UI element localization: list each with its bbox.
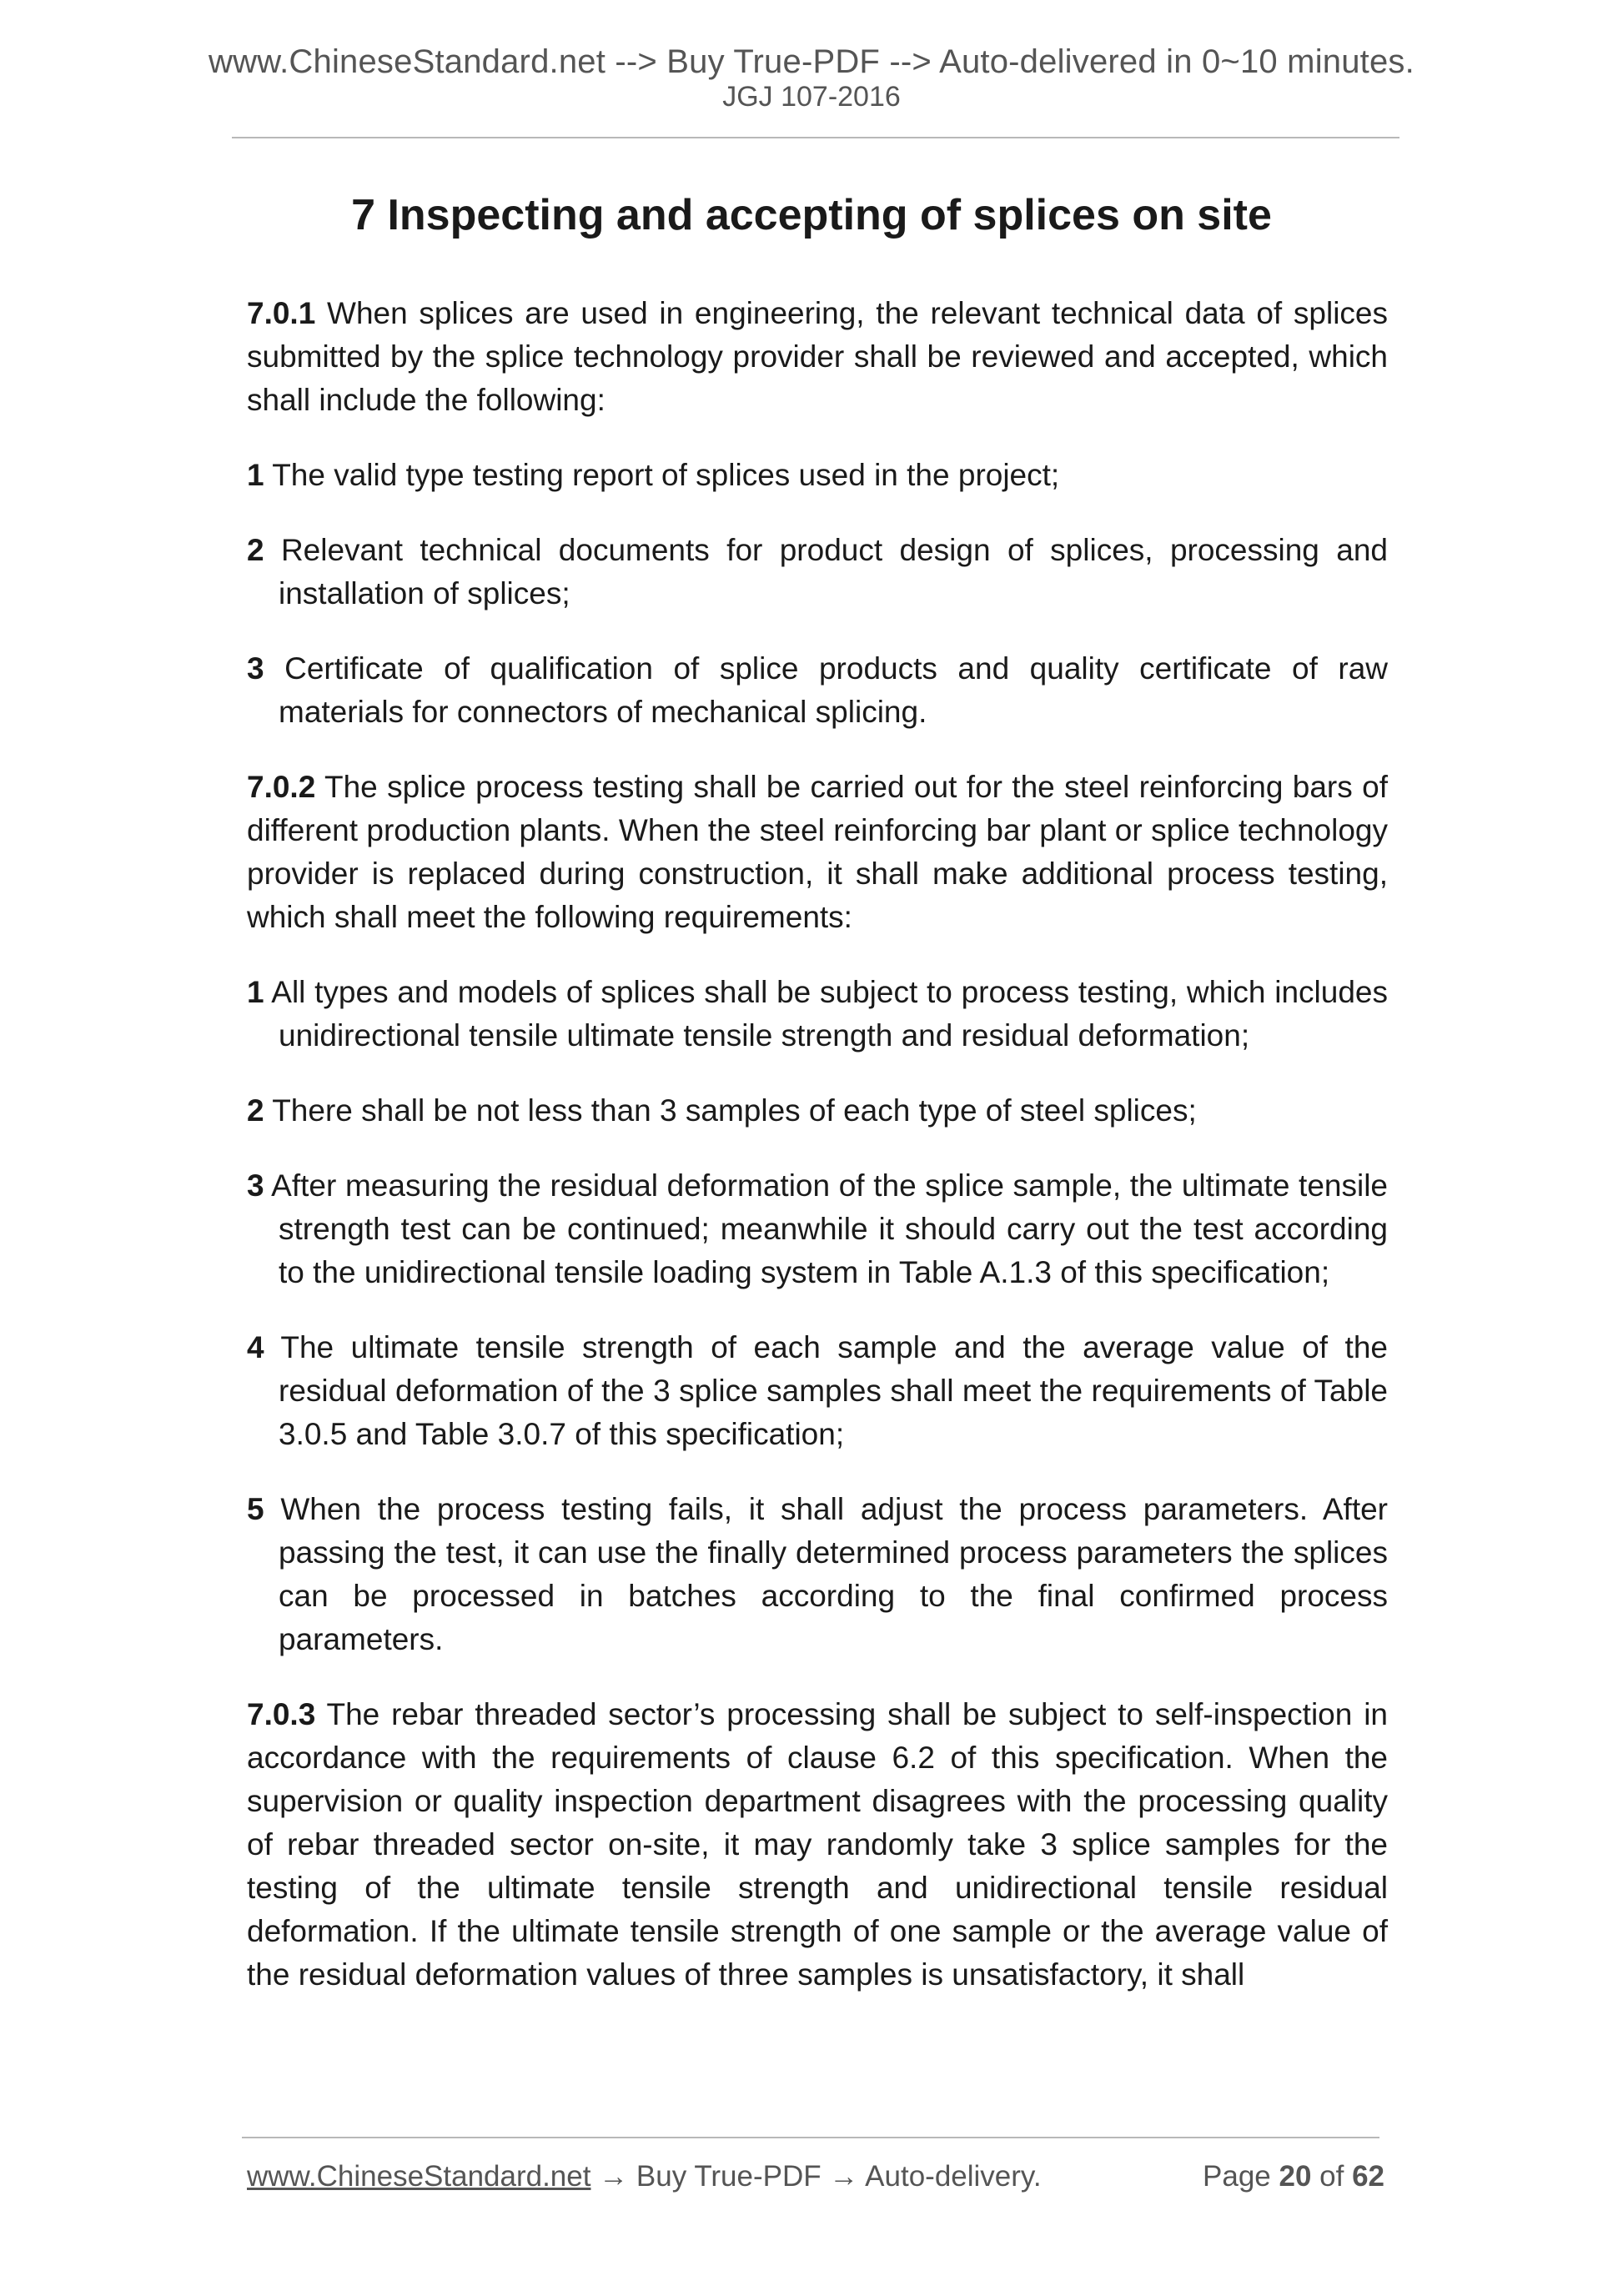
footer-website-link[interactable]: www.ChineseStandard.net <box>247 2160 591 2193</box>
item-number: 3 <box>247 1168 264 1203</box>
item-number: 4 <box>247 1330 264 1364</box>
item-number: 1 <box>247 458 264 492</box>
footer-tagline: → Buy True-PDF → Auto-delivery. <box>590 2160 1042 2193</box>
clause-7-0-2 <box>247 766 1388 939</box>
header-divider <box>232 137 1399 138</box>
list-item <box>247 1164 1388 1294</box>
top-banner: www.ChineseStandard.net --> Buy True-PDF --> Auto-delivered in 0~10 minutes. <box>209 43 1414 80</box>
list-item <box>247 971 1388 1058</box>
page-total: 62 <box>1352 2160 1384 2193</box>
item-number: 2 <box>247 533 264 567</box>
chapter-title: 7 Inspecting and accepting of splices on site <box>351 191 1272 239</box>
item-text: After measuring the residual deformation of the splice sample, the ultimate tensile strength test can be continued; meanwhile it should carry out the test according to the unidirectional tensile loading system in Table A.1.3 of this specification; <box>264 1168 1388 1289</box>
page-label: Page <box>1203 2160 1279 2193</box>
list-item <box>247 529 1388 615</box>
item-text: There shall be not less than 3 samples of each type of steel splices; <box>264 1093 1197 1128</box>
clause-number: 7.0.1 <box>247 296 316 330</box>
item-number: 3 <box>247 651 264 686</box>
list-item <box>247 1089 1388 1133</box>
page-indicator <box>1203 2158 1384 2195</box>
of-label: of <box>1311 2160 1353 2193</box>
item-text: All types and models of splices shall be subject to process testing, which includes unidirectional tensile ultimate tensile strength and residual deformation; <box>264 975 1388 1053</box>
item-number: 2 <box>247 1093 264 1128</box>
page-footer <box>247 2158 1384 2195</box>
document-code: JGJ 107-2016 <box>722 81 901 113</box>
clause-7-0-1 <box>247 292 1388 422</box>
item-text: The ultimate tensile strength of each sample and the average value of the residual deformation of the 3 splice samples shall meet the requirements of Table 3.0.5 and Table 3.0.7 of this specification; <box>264 1330 1388 1451</box>
clause-7-0-3 <box>247 1693 1388 1997</box>
clause-text: The splice process testing shall be carried out for the steel reinforcing bars of different production plants. When the steel reinforcing bar plant or splice technology provider is replaced during construction, it shall make additional process testing, which shall meet the following requirements: <box>247 770 1388 934</box>
item-number: 5 <box>247 1492 264 1526</box>
clause-text: The rebar threaded sector’s processing shall be subject to self-inspection in accordance with the requirements of clause 6.2 of this specification. When the supervision or quality inspection department disagrees with the processing quality of rebar threaded sector on-site, it may randomly take 3 splice samples for the testing of the ultimate tensile strength and unidirectional tensile residual deformation. If the ultimate tensile strength of one sample or the average value of the residual deformation values of three samples is unsatisfactory, it shall <box>247 1697 1388 1992</box>
list-item <box>247 454 1388 497</box>
clause-text: When splices are used in engineering, the relevant technical data of splices submitted by the splice technology provider shall be reviewed and accepted, which shall include the following: <box>247 296 1388 417</box>
item-text: When the process testing fails, it shall adjust the process parameters. After passing the test, it can use the finally determined process parameters the splices can be processed in batches according to the final confirmed process parameters. <box>264 1492 1388 1656</box>
footer-divider <box>242 2137 1379 2138</box>
page-number: 20 <box>1279 2160 1312 2193</box>
list-item <box>247 1326 1388 1456</box>
item-text: The valid type testing report of splices used in the project; <box>264 458 1060 492</box>
clause-number: 7.0.2 <box>247 770 316 804</box>
document-body <box>247 292 1388 1997</box>
list-item <box>247 1488 1388 1661</box>
list-item <box>247 647 1388 734</box>
item-number: 1 <box>247 975 264 1009</box>
item-text: Relevant technical documents for product design of splices, processing and installation of splices; <box>264 533 1388 610</box>
clause-number: 7.0.3 <box>247 1697 316 1731</box>
item-text: Certificate of qualification of splice products and quality certificate of raw materials for connectors of mechanical splicing. <box>264 651 1388 729</box>
